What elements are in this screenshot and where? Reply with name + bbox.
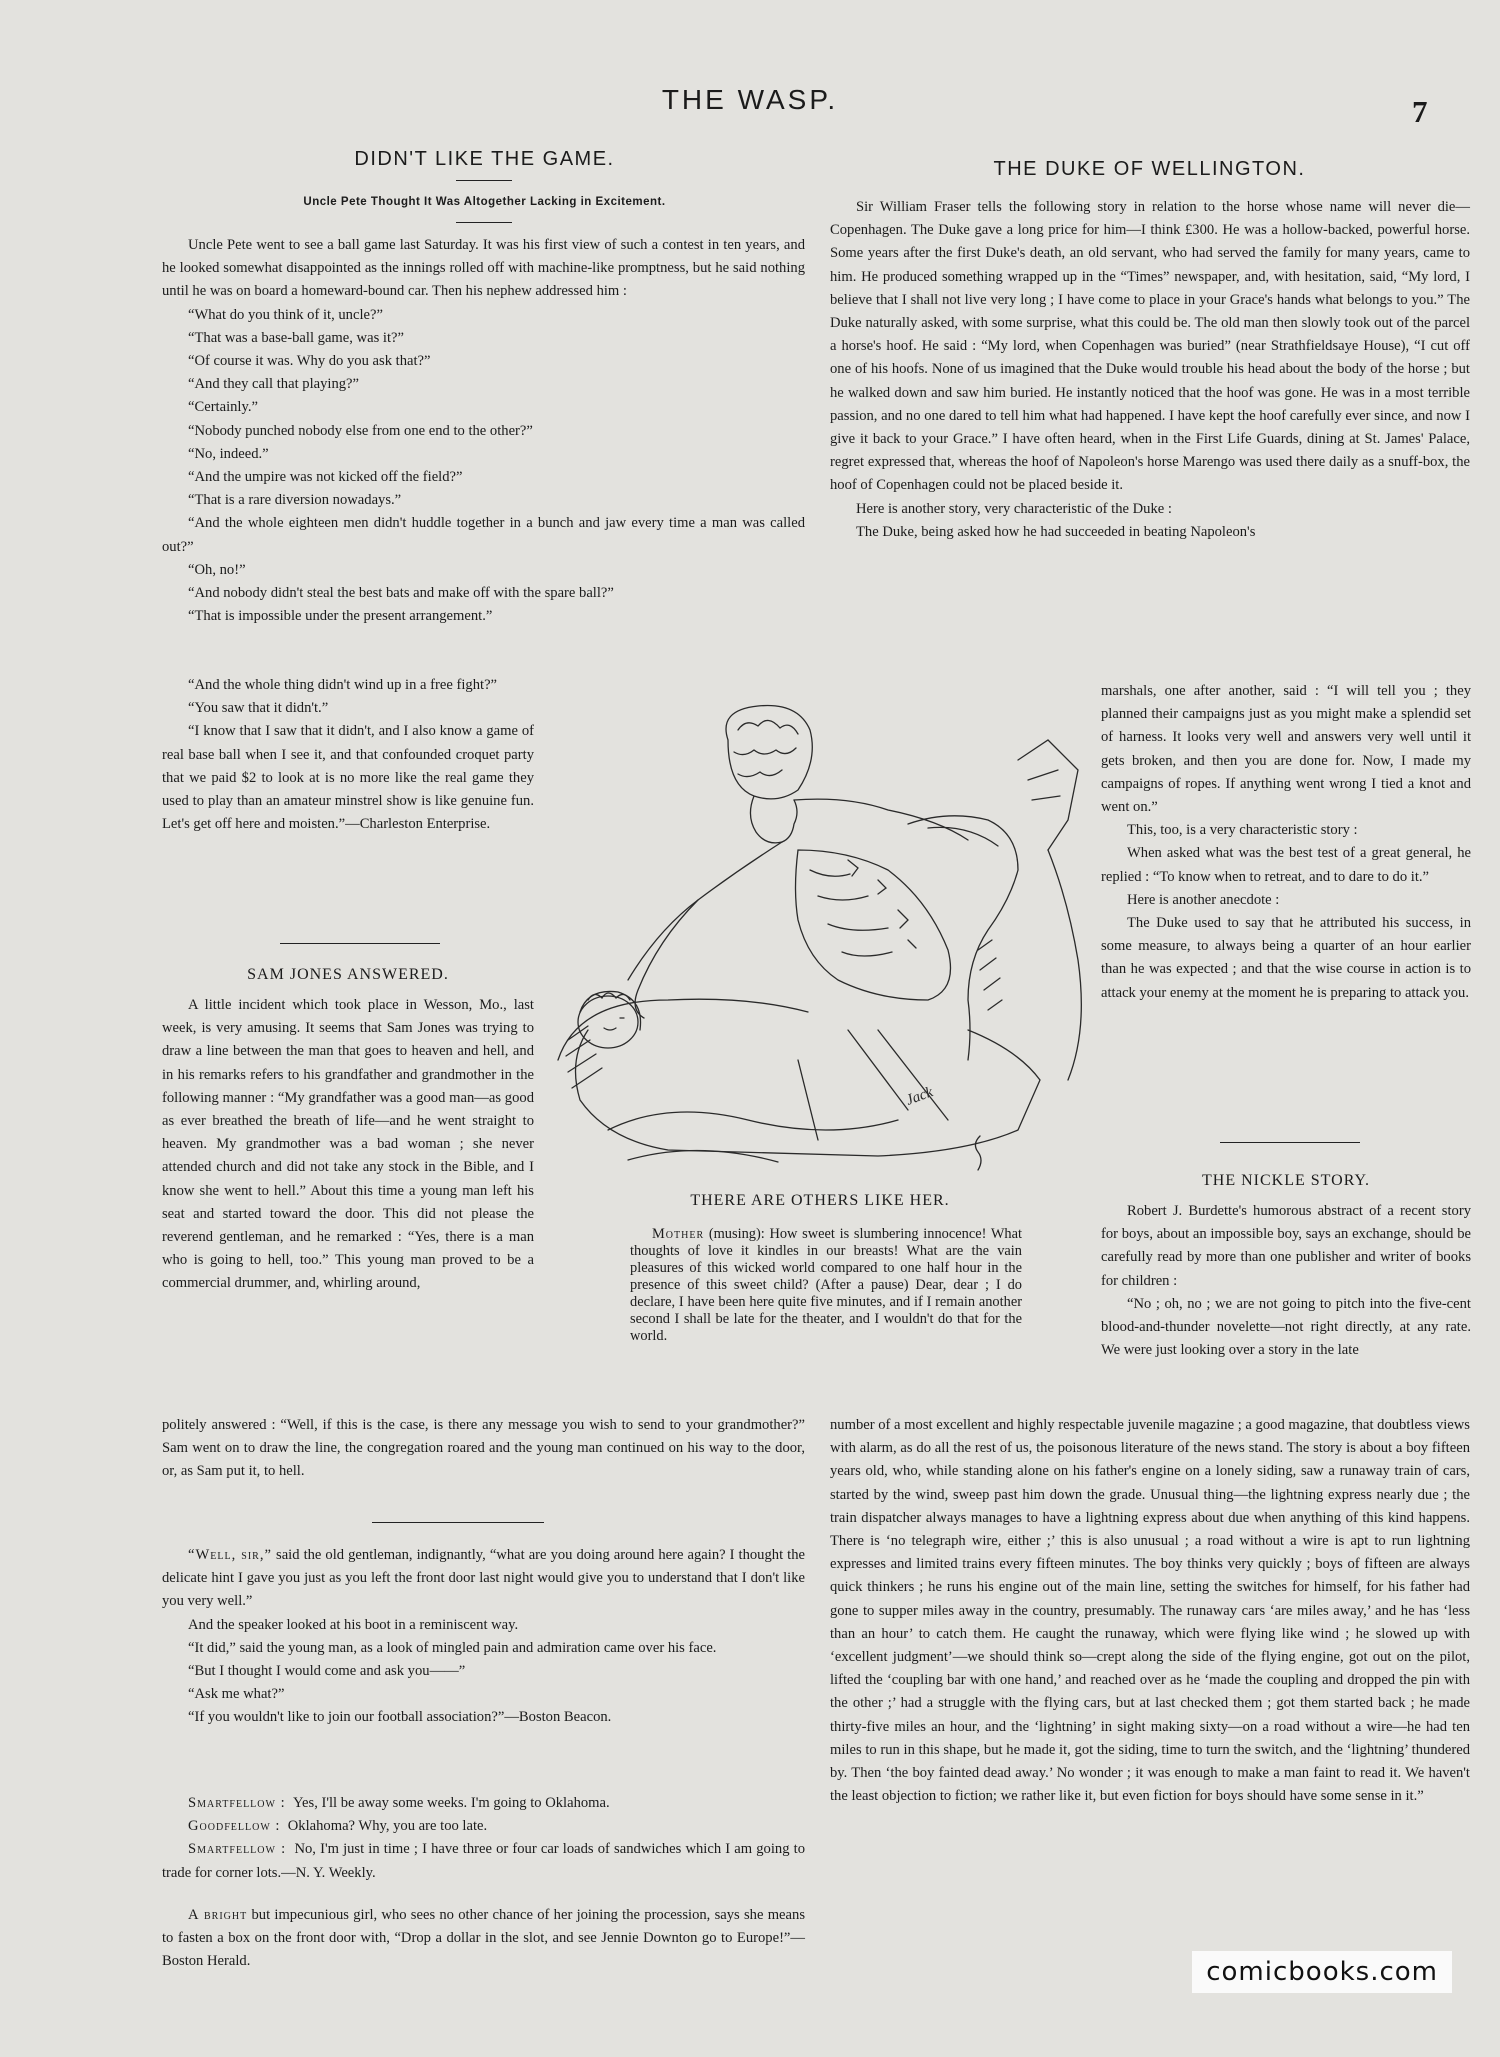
didnt-like-body [162, 234, 805, 628]
nickle-title: THE NICKLE STORY. [1202, 1172, 1370, 1189]
sam-jones-body [162, 994, 534, 1296]
oklahoma-line [162, 1838, 805, 1884]
speaker-text: Yes, I'll be away some weeks. I'm going to Oklahoma. [292, 1795, 610, 1811]
dialogue-line: “Of course it was. Why do you ask that?” [188, 353, 431, 370]
duke-para: Here is another anecdote : [1127, 891, 1280, 908]
speaker-label: Smartfellow : [188, 1841, 287, 1858]
speaker-label: Goodfellow : [188, 1818, 281, 1835]
divider [456, 180, 512, 181]
speaker-text: No, I'm just in time ; I have three or four car loads of sandwiches which I am going to trade for corner lots.—N. Y. Weekly. [162, 1841, 805, 1881]
bright-girl-body [162, 1904, 805, 1974]
cartoon-caption-text [630, 1226, 1022, 1345]
well-sir-body [162, 1544, 805, 1730]
didnt-like-end [162, 674, 534, 836]
cartoon-caption-title: THERE ARE OTHERS LIKE HER. [690, 1192, 950, 1209]
dialogue-line: “And the whole thing didn't wind up in a free fight?” [188, 677, 498, 693]
bright-girl-lead: A bright [188, 1907, 248, 1923]
caption-speaker: Mother [652, 1226, 705, 1242]
dialogue-line: “And they call that playing?” [188, 376, 360, 393]
didnt-like-subtitle: Uncle Pete Thought It Was Altogether Lacking in Excitement. [303, 196, 666, 208]
dialogue-line: “Certainly.” [188, 399, 258, 416]
dialogue-line: “And the whole eighteen men didn't huddle together in a bunch and jaw every time a man was called out?” [162, 515, 805, 555]
dialogue-line: “No, indeed.” [188, 445, 269, 462]
well-sir-rest: said the old gentleman, indignantly, “what are you doing around here again? I thought the delicate hint I gave you just as you left the front door last night would give you to understand that I don't like you very well.” [162, 1547, 805, 1610]
bright-girl-para [162, 1904, 805, 1974]
dialogue-line: “You saw that it didn't.” [188, 700, 329, 717]
well-sir-para: And the speaker looked at his boot in a reminiscent way. [188, 1616, 519, 1633]
dialogue-line: “That is a rare diversion nowadays.” [188, 492, 402, 509]
well-sir-para [162, 1544, 805, 1614]
well-sir-para: “Ask me what?” [188, 1686, 285, 1703]
bright-girl-text: but impecunious girl, who sees no other chance of her joining the procession, says she means to fasten a box on the front door with, “Drop a dollar in the slot, and see Jennie Downton go to Europe!”—Boston Herald. [162, 1907, 805, 1970]
speaker-label: Smartfellow : [188, 1795, 286, 1811]
well-sir-para: “If you wouldn't like to join our football association?”—Boston Beacon. [188, 1709, 612, 1726]
well-sir-lead: “Well, sir,” [188, 1547, 272, 1563]
sam-jones-para-end: politely answered : “Well, if this is the case, is there any message you wish to send to your grandmother?” Sam went on to draw the line, the congregation roared and the young man continued on his way to the door, or, as Sam put it, to hell. [162, 1417, 805, 1480]
duke-para: The Duke used to say that he attributed his success, in some measure, to always being a quarter of an hour earlier than he was expected ; and that the wise course in action is to attack your enemy at the moment he is preparing to attack you. [1101, 915, 1471, 1001]
sam-jones-title: SAM JONES ANSWERED. [247, 966, 449, 983]
dialogue-line: “Oh, no!” [188, 561, 246, 578]
sam-jones-para: A little incident which took place in Wesson, Mo., last week, is very amusing. It seems that Sam Jones was trying to draw a line between the man that goes to heaven and hell, and in his remarks refers to his grandfather and grandmother in the following manner : “My grandfather was a good man—as good as ever breathed the breath of life—and he went straight to heaven. My grandmother was a bad woman ; she never attended church and did not take any stock in the Bible, and I know she went to hell.” About this time a young man left his seat and started toward the door. This did not please the reverend gentleman, and he remarked : “Yes, there is a man who is going to hell, too.” This young man proved to be a commercial drummer, and, whirling around, [162, 997, 534, 1292]
duke-body-wrap [1101, 680, 1471, 1005]
duke-para: Here is another story, very characteristic of the Duke : [856, 500, 1172, 517]
caption-body: (musing): How sweet is slumbering innocence! What thoughts of love it kindles in our breasts! What are the vain pleasures of this wicked world compared to one half hour in the presence of this sweet child? (After a pause) Dear, dear ; I do declare, I have been here quite five minutes, and if I remain another second I shall be late for the theater, and I wouldn't do that for the world. [630, 1226, 1022, 1344]
duke-para: marshals, one after another, said : “I will tell you ; they planned their campaigns just as you might make a splendid set of harness. It looks very well and answers very well until it gets broken, and then you are done for. Now, I made my campaigns of ropes. If anything went wrong I tied a knot and went on.” [1101, 683, 1471, 816]
dialogue-line: “What do you think of it, uncle?” [188, 306, 383, 323]
cartoon-signature: Jack [903, 1084, 936, 1109]
divider [456, 222, 512, 223]
duke-body [830, 196, 1470, 544]
didnt-like-title: DIDN'T LIKE THE GAME. [354, 148, 615, 170]
nickle-para: “No ; oh, no ; we are not going to pitch into the five-cent blood-and-thunder novelette—not right directly, at any rate. We were just looking over a story in the late [1101, 1295, 1471, 1359]
oklahoma-body [162, 1792, 805, 1885]
well-sir-para: “But I thought I would come and ask you——” [188, 1663, 466, 1680]
divider [280, 943, 440, 944]
nickle-para: Robert J. Burdette's humorous abstract of a recent story for boys, about an impossible boy, says an exchange, should be carefully read by more than one publisher and writer of books for children : [1101, 1203, 1471, 1289]
nickle-body-narrow [1101, 1200, 1471, 1362]
dialogue-line: “And nobody didn't steal the best bats and make off with the spare ball?” [188, 585, 614, 602]
duke-para: When asked what was the best test of a great general, he replied : “To know when to retreat, and to dare to do it.” [1101, 845, 1471, 885]
duke-title: THE DUKE OF WELLINGTON. [993, 158, 1306, 180]
oklahoma-line [162, 1792, 805, 1815]
dialogue-line: “Nobody punched nobody else from one end to the other?” [188, 422, 533, 439]
dialogue-line: “I know that I saw that it didn't, and I also know a game of real base ball when I see it, and that confounded croquet party that we paid $2 to look at is no more like the real game they used to play than an amateur minstrel show is like genuine fun. Let's get off here and moisten.”—Charleston Enterprise. [162, 723, 534, 833]
nickle-body-wide [830, 1414, 1470, 1808]
duke-para: The Duke, being asked how he had succeeded in beating Napoleon's [856, 523, 1256, 540]
masthead-title: THE WASP. [661, 84, 839, 115]
duke-para: Sir William Fraser tells the following story in relation to the horse whose name will never die—Copenhagen. The Duke gave a long price for him—I think £300. He was a hollow-backed, powerful horse. Some years after the first Duke's death, an old servant, who had served the family for many years, came to him. He produced something wrapped up in the “Times” newspaper, and, with hesitation, said, “My lord, I believe that I shall not live very long ; I have come to place in your Grace's hands what belongs to you.” The Duke naturally asked, with some surprise, what this could be. The old man then slowly took out of the parcel a horse's hoof. He said : “My lord, when Copenhagen was buried” (near Strathfieldsaye House), “I cut off one of his hoofs. None of us imagined that the Duke would trouble his head about the body of the horse ; but he walked down and saw him buried. He instantly noticed that the hoof was gone. He was in a most terrible passion, and no one dared to tell him what had happened. I have kept the hoof carefully ever since, and now I give it back to your Grace.” I have often heard, when in the First Life Guards, dining at St. James' Palace, regret expressed that, whereas the hoof of Napoleon's horse Marengo was used there daily as a snuff-box, the hoof of Copenhagen could not be placed beside it. [830, 199, 1470, 494]
divider [372, 1522, 544, 1523]
sam-jones-continued [162, 1414, 805, 1484]
duke-para: This, too, is a very characteristic story : [1127, 822, 1358, 839]
dialogue-line: “That was a base-ball game, was it?” [188, 329, 404, 346]
cartoon-illustration [548, 700, 1098, 1182]
divider [1220, 1142, 1360, 1143]
dialogue-line: “That is impossible under the present arrangement.” [188, 608, 493, 625]
page-number: 7 [1412, 94, 1428, 129]
didnt-like-intro: Uncle Pete went to see a ball game last Saturday. It was his first view of such a contest in ten years, and he looked somewhat disappointed as the innings rolled off with machine-like promptness, but he said nothing until he was on board a homeward-bound car. Then his nephew addressed him : [162, 237, 805, 300]
nickle-para: number of a most excellent and highly respectable juvenile magazine ; a good magazine, that doubtless views with alarm, as do all the rest of us, the poisonous literature of the news stand. The story is about a boy fifteen years old, who, while standing alone on his father's engine on a lonely siding, saw a runaway train of cars, started by the wind, sweep past him down the grade. Unusual thing—the lightning express nearly due ; the train dispatcher always manages to have a lightning express about due when anything of this kind happens. There is ‘no telegraph wire, either ;’ this is also unusual ; a road without a wire is apt to run lightning expresses and limited trains every fifteen minutes. The boy thinks very quickly ; boys of fifteen are always quick thinkers ; he runs his engine out of the main line, setting the switches for himself, for his father had gone to supper miles away in the country, presumably. The runaway cars ‘are miles away,’ and he has ‘less than an hour’ to catch them. He caught the runaway, which were flying like wind ; he slowed up with ‘excellent judgment’—we should think so—crept along the side of the flying engine, got out on the pilot, lifted the ‘coupling bar with one hand,’ and reached over as he ‘made the coupling and dropped the pin with the other ;’ had a struggle with the flying cars, but at last checked them ; got them started back ; he made thirty-five miles an hour, and the ‘lightning’ in sight making sixty—on a road without a wire—he had ten miles to run in this shape, but he made it, got the siding, time to turn the switch, and the ‘lightning’ thundered by. Then ‘the boy fainted dead away.’ No wonder ; it was enough to make a man faint to read it. We haven't the least objection to fiction; we rather like it, but even fiction for boys should have some sense in it.” [830, 1417, 1470, 1805]
cartoon-caption [630, 1226, 1022, 1345]
site-watermark: comicbooks.com [1192, 1951, 1452, 1993]
speaker-text: Oklahoma? Why, you are too late. [287, 1818, 488, 1835]
oklahoma-line [162, 1815, 805, 1838]
dialogue-line: “And the umpire was not kicked off the field?” [188, 469, 463, 486]
well-sir-para: “It did,” said the young man, as a look of mingled pain and admiration came over his face. [188, 1639, 717, 1656]
